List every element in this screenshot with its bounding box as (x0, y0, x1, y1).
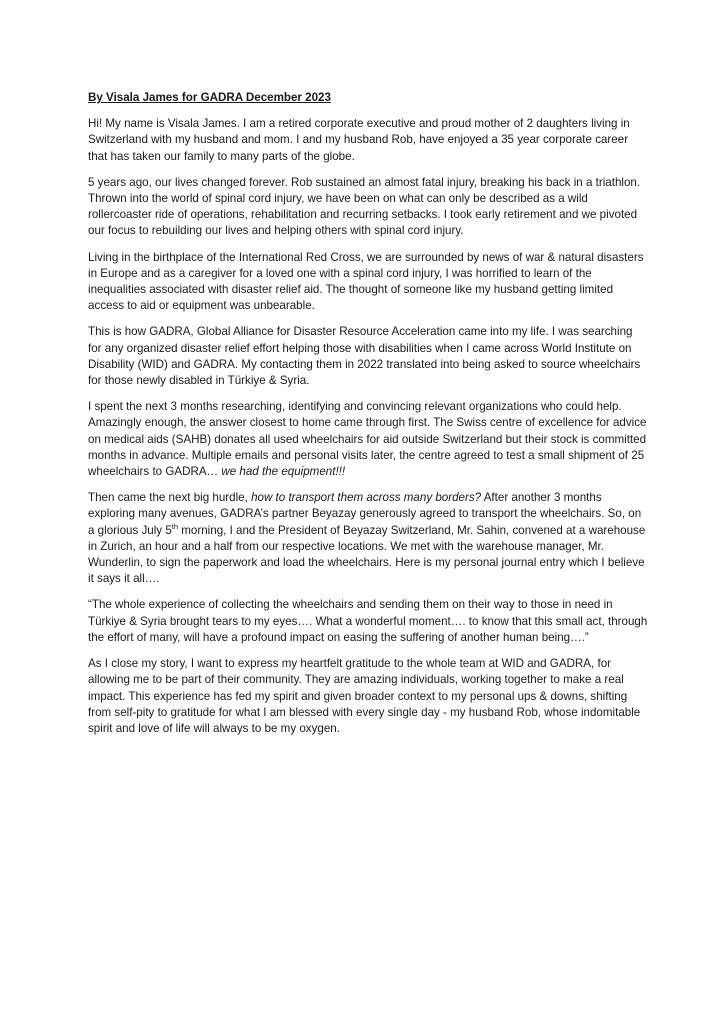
ordinal-superscript: th (171, 521, 179, 531)
paragraph-research-text: I spent the next 3 months researching, identifying and convincing relevant organizations who could help. Amazingly enough, the answer closest to home came through first. The Swiss centre of excellence for advice on medical aids (SAHB) donates all used wheelchairs for aid outside Switzerland but their stock is committed months in advance. Multiple emails and personal visits later, the centre agreed to test a small shipment of 25 wheelchairs to GADRA… (88, 400, 647, 479)
document-body (88, 90, 648, 747)
paragraph-transport-text-3: morning, I and the President of Beyazay Switzerland, Mr. Sahin, convened at a warehouse in Zurich, an hour and a half from our respective locations. We met with the warehouse manager, Mr. Wunderlin, to sign the paperwork and load the wheelchairs. Here is my personal journal entry which I believe it says it all…. (88, 523, 646, 586)
paragraph-injury: 5 years ago, our lives changed forever. Rob sustained an almost fatal injury, breaking his back in a triathlon. Thrown into the world of spinal cord injury, we have been on what can only be described as a wild rollercoaster ride of operations, rehabilitation and recurring setbacks. I took early retirement and we pivoted our focus to rebuilding our lives and helping others with spinal cord injury. (88, 175, 641, 238)
paragraph-gadra: This is how GADRA, Global Alliance for Disaster Resource Acceleration came into my life. I was searching for any organized disaster relief effort helping those with disabilities when I came across World Institute on Disability (WID) and GADRA. My contacting them in 2022 translated into being asked to source wheelchairs for those newly disabled in Türkiye & Syria. (88, 325, 641, 388)
paragraph-research-emphasis: we had the equipment!!! (221, 465, 346, 479)
paragraph-intro: Hi! My name is Visala James. I am a retired corporate executive and proud mother of 2 daughters living in Switzerland with my husband and mom. I and my husband Rob, have enjoyed a 35 year corporate career that has taken our family to many parts of the globe. (88, 117, 630, 163)
paragraph-transport-emphasis: how to transport them across many borders? (251, 491, 482, 505)
paragraph-research (88, 399, 648, 480)
paragraph-journal-quote: “The whole experience of collecting the wheelchairs and sending them on their way to those in need in Türkiye & Syria brought tears to my eyes…. What a wonderful moment…. to know that this small act, through the effort of many, will have a profound impact on easing the suffering of another human being….” (88, 598, 648, 644)
document-title: By Visala James for GADRA December 2023 (88, 91, 331, 104)
paragraph-transport-text-1: Then came the next big hurdle, (88, 491, 252, 505)
paragraph-transport-text-2: After another 3 months exploring many avenues, GADRA’s partner Beyazay generously agreed to transport the wheelchairs. So, on a glorious July 5 (88, 491, 642, 537)
paragraph-closing: As I close my story, I want to express my heartfelt gratitude to the whole team at WID and GADRA, for allowing me to be part of their community. They are amazing individuals, working together to make a real impact. This experience has fed my spirit and given broader context to my personal ups & downs, shifting from self-pity to gratitude for what I am blessed with every single day - my husband Rob, whose indomitable spirit and love of life will always to be my oxygen. (88, 657, 641, 735)
paragraph-red-cross: Living in the birthplace of the International Red Cross, we are surrounded by news of war & natural disasters in Europe and as a caregiver for a loved one with a spinal cord injury, I was horrified to learn of the inequalities associated with disaster relief aid. The thought of someone like my husband getting limited access to aid or equipment was unbearable. (88, 250, 644, 313)
paragraph-transport (88, 490, 648, 587)
